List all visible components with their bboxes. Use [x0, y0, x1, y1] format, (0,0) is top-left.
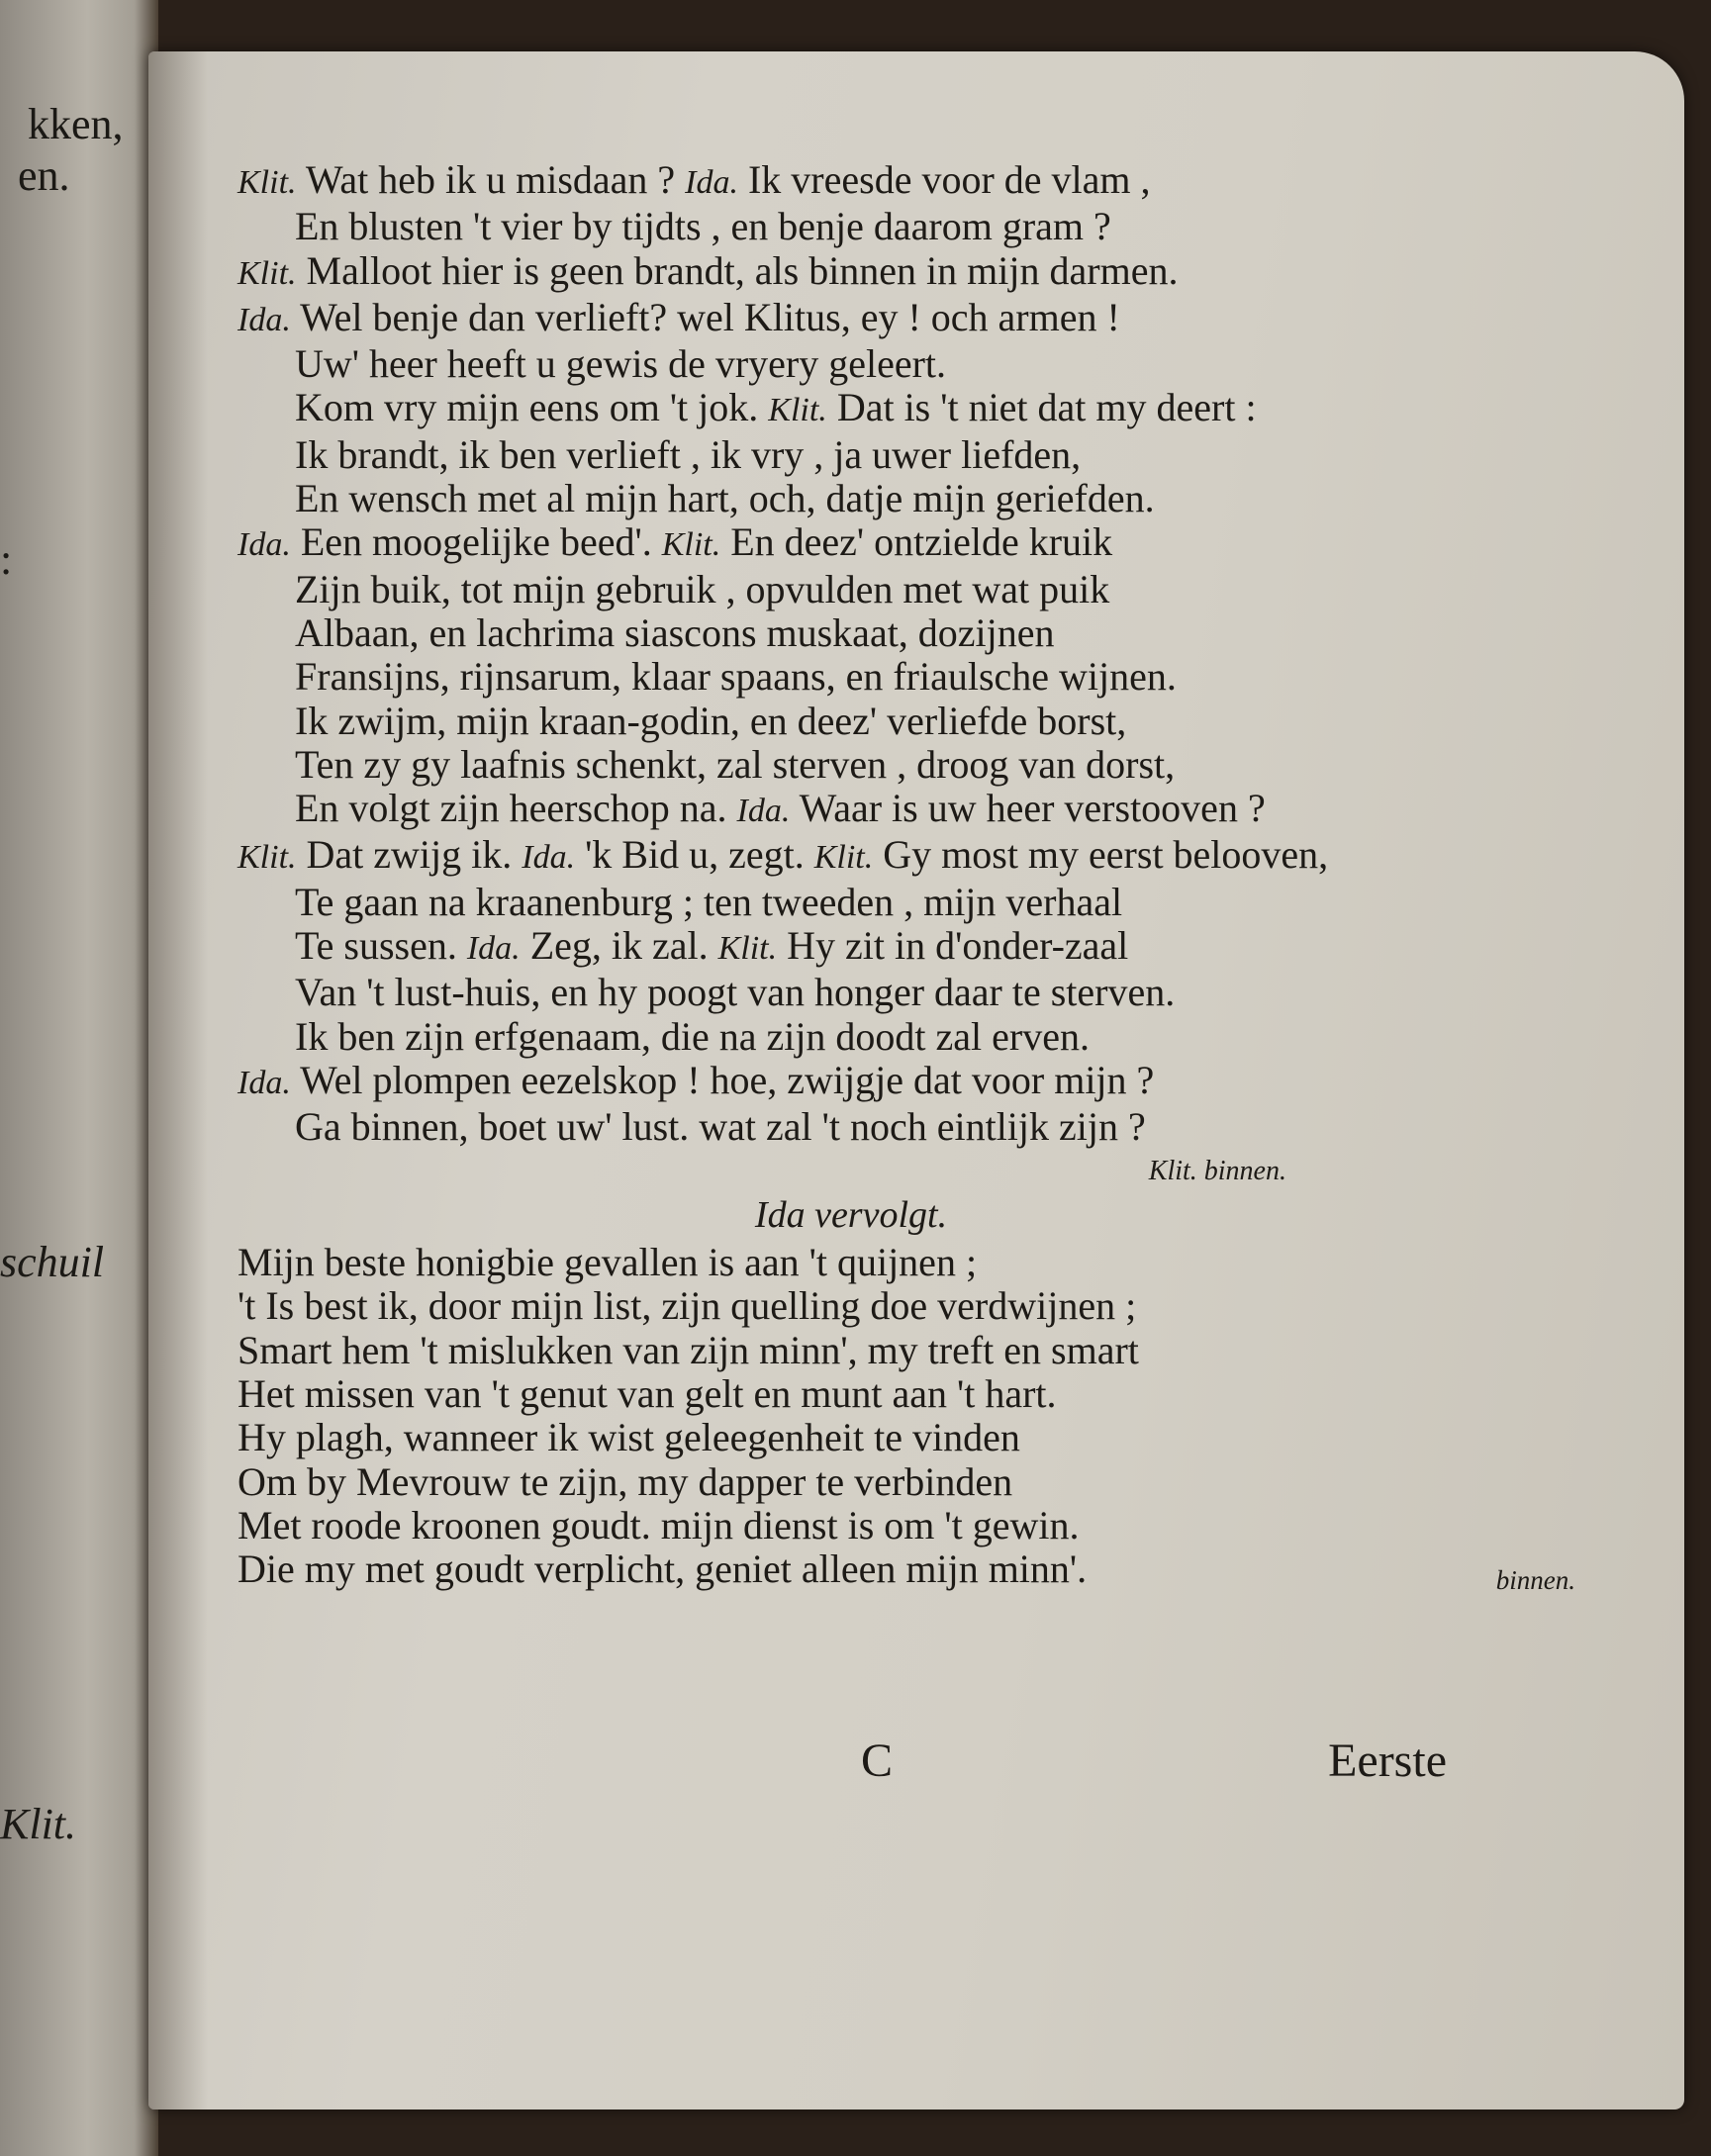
speaker-name: Klit.: [661, 526, 721, 564]
verse-text: En wensch met al mijn hart, och, datje mijn geriefden.: [295, 476, 1155, 521]
speaker-name: Ida.: [685, 164, 738, 201]
verse-line: [238, 655, 1583, 699]
verse-line: [238, 249, 1583, 296]
verse-text: Te gaan na kraanenburg ; ten tweeden , mijn verhaal: [295, 879, 1123, 924]
speaker-name: Klit.: [238, 164, 297, 201]
signature-mark: C: [861, 1734, 894, 1787]
left-page: [0, 0, 158, 2156]
speaker-name: Klit.: [238, 254, 297, 292]
verse-line: [238, 611, 1583, 655]
verse-text: Hy zit in d'onder-zaal: [787, 923, 1129, 969]
verse-line: [238, 205, 1583, 248]
verse-line: [238, 1015, 1583, 1059]
speaker-name: Klit.: [717, 930, 778, 968]
verse-line: [238, 971, 1583, 1014]
verse-text: En deez' ontzielde kruik: [730, 519, 1113, 565]
verse-line: Met roode kroonen goudt. mijn dienst is om 't gewin.: [238, 1502, 1080, 1547]
verse-line: [238, 1059, 1583, 1105]
verse-line: Hy plagh, wanneer ik wist geleegenheit te vinden: [238, 1415, 1020, 1460]
stage-direction-exit: binnen.: [1495, 1565, 1575, 1595]
page-text: [238, 158, 1583, 1592]
speaker-name: Ida.: [238, 301, 291, 338]
verse-line: [238, 386, 1583, 432]
verse-text: En volgt zijn heerschop na.: [295, 786, 737, 831]
verse-text: Gy most my eerst belooven,: [883, 832, 1329, 878]
verse-text: Van 't lust-huis, en hy poogt van honger daar te sterven.: [295, 970, 1176, 1015]
verse-line: [238, 342, 1583, 386]
verse-text: Een moogelijke beed'.: [300, 519, 662, 565]
verse-line: [238, 477, 1583, 520]
verse-line: Smart hem 't mislukken van zijn minn', my treft en smart: [238, 1327, 1139, 1372]
verse-line: [238, 743, 1583, 787]
scene-heading: Ida vervolgt.: [754, 1193, 948, 1236]
dialogue-block: [238, 158, 1583, 1150]
verse-text: Wat heb ik u misdaan ?: [305, 157, 686, 202]
left-page-fragment: Klit.: [0, 1800, 77, 1848]
verse-text: Ik ben zijn erfgenaam, die na zijn doodt zal erven.: [295, 1013, 1090, 1059]
verse-line: Mijn beste honigbie gevallen is aan 't quijnen ;: [238, 1240, 978, 1285]
verse-text: Ga binnen, boet uw' lust. wat zal 't noch eintlijk zijn ?: [295, 1104, 1146, 1150]
verse-line: [238, 1105, 1583, 1149]
verse-line: [238, 158, 1583, 205]
verse-text: En blusten 't vier by tijdts , en benje daarom gram ?: [295, 204, 1111, 249]
verse-text: Zeg, ik zal.: [529, 923, 718, 969]
verse-text: Wel benje dan verlieft? wel Klitus, ey ! och armen !: [300, 294, 1120, 339]
verse-line: [238, 924, 1583, 971]
left-page-fragment: en.: [18, 151, 70, 200]
speaker-name: Ida.: [238, 1064, 291, 1101]
verse-text: Ik zwijm, mijn kraan-godin, en deez' verliefde borst,: [295, 698, 1127, 743]
verse-text: Dat is 't niet dat my deert :: [836, 385, 1257, 430]
verse-line: [238, 296, 1583, 342]
verse-line: [238, 833, 1583, 880]
verse-text: Ten zy gy laafnis schenkt, zal sterven , droog van dorst,: [295, 741, 1176, 787]
left-page-fragment: schuil: [0, 1238, 105, 1286]
verse-line: [238, 700, 1583, 743]
verse-text: Kom vry mijn eens om 't jok.: [295, 385, 769, 430]
speaker-name: Ida.: [466, 930, 521, 968]
verse-text: Ik brandt, ik ben verlieft , ik vry , ja uwer liefden,: [295, 431, 1082, 477]
verse-text: Dat zwijg ik.: [306, 832, 523, 878]
verse-line: [238, 433, 1583, 477]
catchword: Eerste: [1328, 1734, 1447, 1787]
monologue-block: [238, 1241, 1583, 1591]
speaker-name: Klit.: [813, 839, 874, 877]
verse-text: Waar is uw heer verstooven ?: [799, 786, 1266, 831]
verse-line: Om by Mevrouw te zijn, my dapper te verbinden: [238, 1458, 1013, 1504]
left-page-fragment: kken,: [28, 100, 124, 148]
verse-line: [238, 881, 1583, 924]
verse-text: Te sussen.: [295, 923, 467, 969]
verse-line: [238, 568, 1583, 611]
verse-text: Fransijns, rijnsarum, klaar spaans, en friaulsche wijnen.: [295, 654, 1177, 700]
speaker-name: Ida.: [522, 839, 576, 877]
verse-line: Die my met goudt verplicht, geniet alleen mijn minn'.: [238, 1547, 1088, 1592]
verse-text: Albaan, en lachrima siascons muskaat, dozijnen: [295, 609, 1055, 655]
speaker-name: Klit.: [768, 392, 827, 429]
gutter-shadow: [148, 51, 208, 2109]
speaker-name: Ida.: [736, 793, 791, 830]
verse-line: [238, 787, 1583, 833]
speaker-name: Ida.: [238, 526, 291, 564]
left-page-fragment: :: [0, 535, 13, 584]
verse-text: Zijn buik, tot mijn gebruik , opvulden met wat puik: [295, 566, 1110, 611]
book-page: [148, 51, 1684, 2109]
verse-line: Het missen van 't genut van gelt en munt aan 't hart.: [238, 1371, 1057, 1417]
verse-text: Wel plompen eezelskop ! hoe, zwijgje dat voor mijn ?: [300, 1057, 1155, 1102]
verse-text: Malloot hier is geen brandt, als binnen in mijn darmen.: [306, 247, 1179, 293]
verse-text: Uw' heer heeft u gewis de vryery geleert.: [295, 341, 947, 387]
speaker-name: Klit.: [238, 839, 297, 877]
stage-direction-exit: Klit. binnen.: [1148, 1155, 1286, 1186]
verse-text: 'k Bid u, zegt.: [585, 832, 814, 878]
verse-line: 't Is best ik, door mijn list, zijn quelling doe verdwijnen ;: [238, 1283, 1137, 1329]
verse-line: [238, 520, 1583, 567]
verse-text: Ik vreesde voor de vlam ,: [747, 157, 1151, 202]
